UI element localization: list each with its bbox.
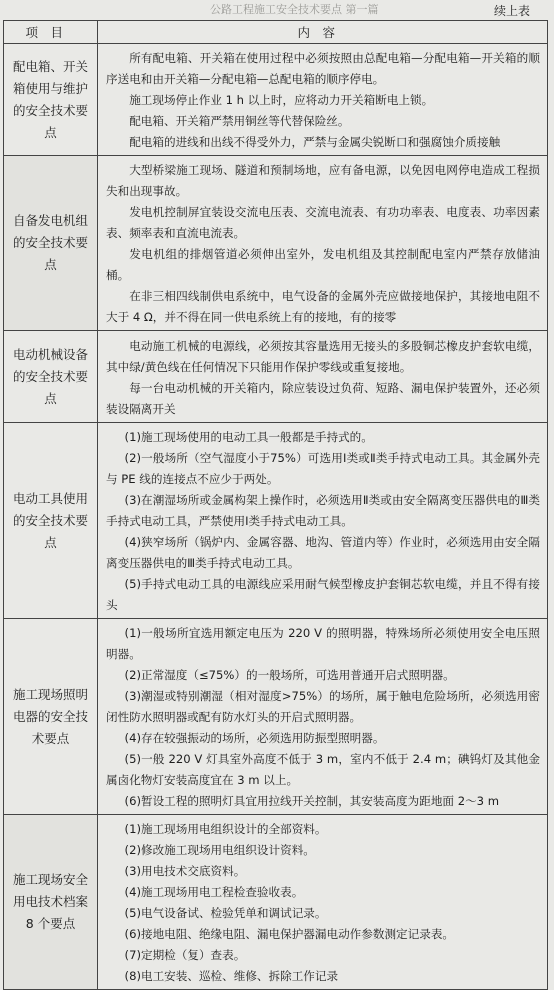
content-line: (3)用电技术交底资料。 [124,864,246,878]
column-header-item: 项目 [4,21,98,44]
content-line: (2)正常湿度（≤75%）的一般场所，可选用普通开启式照明器。 [124,668,455,682]
page-header [0,0,554,20]
row-category: 电动工具使用的安全技术要点 [4,423,98,619]
content-line: 施工现场停止作业 1 h 以上时，应将动力开关箱断电上锁。 [129,93,434,107]
content-line: (4)狭窄场所（锅炉内、金属容器、地沟、管道内等）作业时，必须选用由安全隔离变压器供电的Ⅲ类手持式电动工具。 [106,535,540,570]
content-line: (5)电气设备试、检验凭单和调试记录。 [124,906,327,920]
content-line: 所有配电箱、开关箱在使用过程中必须按照由总配电箱—分配电箱—开关箱的顺序送电和由开关箱—分配电箱—总配电箱的顺序停电。 [106,51,540,86]
column-header-content: 内容 [98,21,548,44]
row-category: 自备发电机组的安全技术要点 [4,156,98,331]
table-row [4,156,548,331]
content-line: (7)定期检（复）查表。 [124,948,246,962]
running-header-faint: 公路工程施工安全技术要点 第一篇 [210,3,379,16]
content-line: (3)在潮湿场所或金属构架上操作时，必须选用Ⅱ类或由安全隔离变压器供电的Ⅲ类手持式电动工具，严禁使用Ⅰ类手持式电动工具。 [106,493,540,528]
content-line: (4)存在较强振动的场所，必须选用防振型照明器。 [124,731,385,745]
row-content [98,619,548,815]
safety-table [3,20,548,990]
table-row [4,423,548,619]
table-row [4,44,548,156]
content-line: (2)修改施工现场用电组织设计资料。 [124,843,315,857]
table-row [4,331,548,423]
content-line: 发电机控制屏宜装设交流电压表、交流电流表、有功功率表、电度表、功率因素表、频率表和直流电流表。 [106,205,540,240]
content-line: (2)一般场所（空气湿度小于75%）可选用Ⅰ类或Ⅱ类手持式电动工具。其金属外壳与 PE 线的连接点不应少于两处。 [106,451,540,486]
row-content [98,44,548,156]
content-line: (8)电工安装、巡检、维修、拆除工作记录 [124,969,339,983]
continued-label: 续上表 [493,4,530,18]
content-line: (6)暂设工程的照明灯具宜用拉线开关控制，其安装高度为距地面 2～3 m [124,794,500,808]
row-category: 配电箱、开关箱使用与维护的安全技术要点 [4,44,98,156]
content-line: 每一台电动机械的开关箱内，除应装设过负荷、短路、漏电保护装置外，还必须装设隔离开关 [106,380,540,416]
content-line: (3)潮湿或特别潮湿（相对湿度>75%）的场所，属于触电危险场所，必须选用密闭性防水照明器或配有防水灯头的开启式照明器。 [106,689,540,724]
content-line: (4)施工现场用电工程检查验收表。 [124,885,304,899]
content-line: 配电箱、开关箱严禁用铜丝等代替保险丝。 [129,114,350,128]
content-line: 在非三相四线制供电系统中，电气设备的金属外壳应做接地保护，其接地电阻不大于 4 Ω，并不得在同一供电系统上有的接地，有的接零 [106,289,540,324]
row-category: 施工现场照明电器的安全技术要点 [4,619,98,815]
row-content [98,156,548,331]
row-category: 施工现场安全用电技术档案 8 个要点 [4,815,98,990]
table-row [4,619,548,815]
table-header-row [4,21,548,44]
table-body [4,44,548,990]
content-line: (1)施工现场使用的电动工具一般都是手持式的。 [124,430,373,444]
content-line: (1)一般场所宜选用额定电压为 220 V 的照明器，特殊场所必须使用安全电压照明器。 [106,626,540,661]
content-line: 配电箱的进线和出线不得受外力，严禁与金属尖锐断口和强腐蚀介质接触 [129,135,501,149]
content-line: (6)接地电阻、绝缘电阻、漏电保护器漏电动作参数测定记录表。 [124,927,455,941]
content-line: (1)施工现场用电组织设计的全部资料。 [124,822,327,836]
content-line: 大型桥梁施工现场、隧道和预制场地，应有备电源，以免因电网停电造成工程损失和出现事故。 [106,163,540,198]
row-category: 电动机械设备的安全技术要点 [4,331,98,423]
row-content [98,815,548,990]
content-line: 电动施工机械的电源线，必须按其容量选用无接头的多股铜芯橡皮护套软电缆，其中绿/黄色线在任何情况下只能用作保护零线或重复接地。 [106,338,540,374]
content-line: 发电机组的排烟管道必须伸出室外，发电机组及其控制配电室内严禁存放储油桶。 [106,247,540,282]
row-content [98,331,548,423]
content-line: (5)一般 220 V 灯具室外高度不低于 3 m，室内不低于 2.4 m；碘钨灯及其他金属卤化物灯安装高度宜在 3 m 以上。 [106,752,540,787]
content-line: (5)手持式电动工具的电源线应采用耐气候型橡皮护套铜芯软电缆，并且不得有接头 [106,577,540,612]
row-content [98,423,548,619]
table-row [4,815,548,990]
